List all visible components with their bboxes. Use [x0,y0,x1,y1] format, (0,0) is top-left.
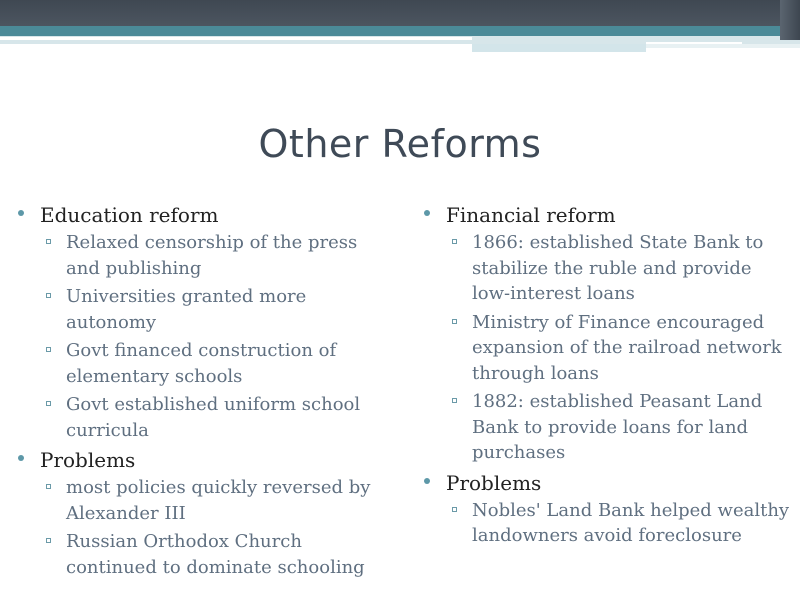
header-band-dark [0,0,800,26]
bullet-heading: Problems [40,448,136,472]
header-accent-line [0,37,472,40]
square-bullet-icon [46,538,51,543]
bullet-education-reform [14,202,386,443]
sub-bullet-item [446,389,792,466]
sub-bullet-item [40,230,386,281]
square-bullet-icon [46,293,51,298]
sub-bullet-item [40,392,386,443]
square-bullet-icon [452,319,457,324]
sub-bullet-text: Govt financed construction of elementary schools [66,340,337,387]
bullet-heading: Financial reform [446,203,616,227]
sub-bullet-item [40,284,386,335]
square-bullet-icon [46,484,51,489]
sub-bullet-item [446,310,792,387]
sub-bullet-list [40,475,386,580]
square-bullet-icon [452,398,457,403]
header-accent-line-2 [646,42,742,44]
bullet-problems-left [14,447,386,580]
sub-bullet-text: most policies quickly reversed by Alexander III [66,477,371,524]
header-accent-step-2 [646,44,800,48]
header-corner-block [780,0,800,40]
sub-bullet-text: Ministry of Finance encouraged expansion of the railroad network through loans [472,311,782,384]
left-bullet-list [14,202,386,580]
sub-bullet-text: Relaxed censorship of the press and publishing [66,232,358,279]
bullet-financial-reform [420,202,792,466]
header-band-teal [0,26,800,36]
bullet-heading: Education reform [40,203,219,227]
square-bullet-icon [46,347,51,352]
sub-bullet-text: Russian Orthodox Church continued to dominate schooling [66,531,365,578]
sub-bullet-text: Nobles' Land Bank helped wealthy landowners avoid foreclosure [472,499,790,546]
right-bullet-list [420,202,792,549]
bullet-dot-icon [18,210,24,216]
sub-bullet-item [446,498,792,549]
bullet-problems-right [420,470,792,549]
left-column [14,202,386,584]
bullet-heading: Problems [446,470,542,495]
sub-bullet-list [446,230,792,466]
sub-bullet-list [446,498,792,549]
bullet-dot-icon [424,478,430,484]
square-bullet-icon [452,507,457,512]
sub-bullet-item [40,475,386,526]
slide-title: Other Reforms [258,122,542,166]
sub-bullet-item [40,338,386,389]
sub-bullet-item [446,230,792,307]
header-accent-step [472,44,646,52]
sub-bullet-text: 1882: established Peasant Land Bank to provide loans for land purchases [472,391,763,463]
square-bullet-icon [452,239,457,244]
sub-bullet-text: 1866: established State Bank to stabilize the ruble and provide low-interest loans [472,232,764,304]
square-bullet-icon [46,239,51,244]
right-column [420,202,792,553]
bullet-dot-icon [18,455,24,461]
sub-bullet-item [40,529,386,580]
sub-bullet-text: Universities granted more autonomy [66,286,307,333]
sub-bullet-list [40,230,386,443]
sub-bullet-text: Govt established uniform school curricula [66,394,361,441]
square-bullet-icon [46,401,51,406]
bullet-dot-icon [424,210,430,216]
